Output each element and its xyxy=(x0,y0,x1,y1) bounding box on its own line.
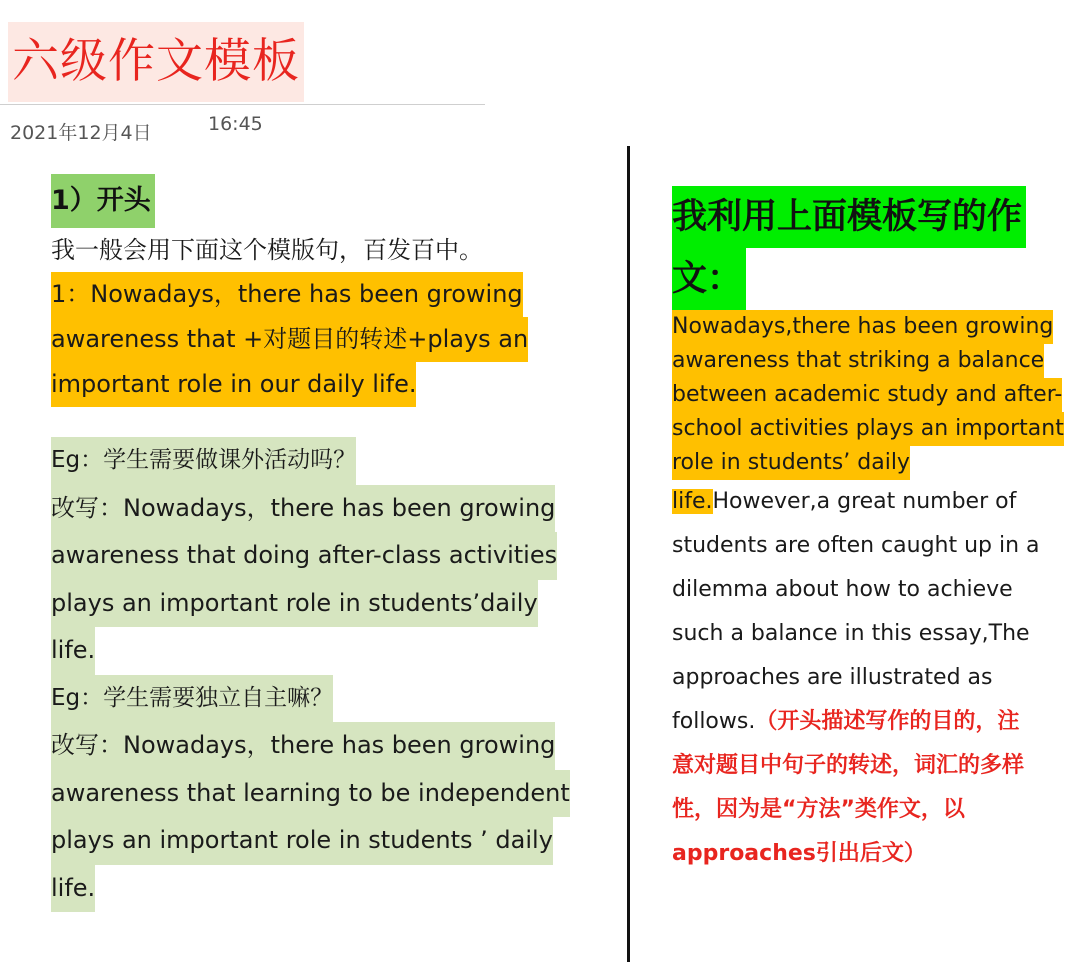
example-line: life. xyxy=(51,627,95,675)
title-divider xyxy=(0,104,485,105)
template-sentence xyxy=(51,272,611,407)
essay-highlight xyxy=(672,310,1080,480)
essay-text: follows. xyxy=(672,709,756,734)
essay-line xyxy=(672,700,1080,744)
example-line: plays an important role in students’daily xyxy=(51,580,538,628)
time-label: 16:45 xyxy=(208,113,263,135)
template-line: important role in our daily life. xyxy=(51,362,416,407)
examples xyxy=(51,437,611,912)
essay-note: approaches引出后文） xyxy=(672,841,926,866)
essay-highlight-line: between academic study and after- xyxy=(672,378,1062,412)
essay-highlight-line: school activities plays an important xyxy=(672,412,1064,446)
intro-text: 我一般会用下面这个模版句，百发百中。 xyxy=(51,236,483,264)
essay-note: 性，因为是“方法”类作文，以 xyxy=(672,797,965,822)
essay-line: dilemma about how to achieve xyxy=(672,577,1013,602)
essay-text: However,a great number of xyxy=(712,489,1017,514)
example-prompt: Eg：学生需要做课外活动吗？ xyxy=(51,437,356,485)
right-column xyxy=(672,186,1080,876)
example-line: 改写：Nowadays，there has been growing xyxy=(51,722,555,770)
essay-highlight-line: role in students’ daily xyxy=(672,446,910,480)
example-line: life. xyxy=(51,865,95,913)
essay-heading-line: 我利用上面模板写的作 xyxy=(672,186,1026,248)
date-label: 2021年12月4日 xyxy=(10,122,152,144)
page-title: 六级作文模板 xyxy=(8,22,304,102)
essay-note: （开头描述写作的目的，注 xyxy=(755,709,1020,734)
essay-highlight-line: awareness that striking a balance xyxy=(672,344,1044,378)
essay-body xyxy=(672,480,1080,876)
essay-heading xyxy=(672,186,1080,310)
section-heading: 1）开头 xyxy=(51,174,155,228)
template-line: 1：Nowadays，there has been growing xyxy=(51,272,523,317)
template-line: awareness that +对题目的转述+plays an xyxy=(51,317,528,362)
left-column xyxy=(51,174,611,912)
essay-highlight-line: Nowadays,there has been growing xyxy=(672,310,1053,344)
essay-heading-line: 文： xyxy=(672,248,746,310)
essay-note: 意对题目中句子的转述，词汇的多样 xyxy=(672,753,1025,778)
essay-line: students are often caught up in a xyxy=(672,533,1040,558)
example-prompt: Eg：学生需要独立自主嘛？ xyxy=(51,675,333,723)
essay-line: approaches are illustrated as xyxy=(672,665,993,690)
example-line: 改写：Nowadays，there has been growing xyxy=(51,485,555,533)
column-divider xyxy=(627,146,630,962)
essay-highlight-tail: life. xyxy=(672,489,713,514)
essay-line: such a balance in this essay,The xyxy=(672,621,1030,646)
example-line: awareness that learning to be independent xyxy=(51,770,570,818)
essay-line xyxy=(672,480,1080,524)
example-line: plays an important role in students ’ daily xyxy=(51,817,553,865)
example-line: awareness that doing after-class activities xyxy=(51,532,557,580)
